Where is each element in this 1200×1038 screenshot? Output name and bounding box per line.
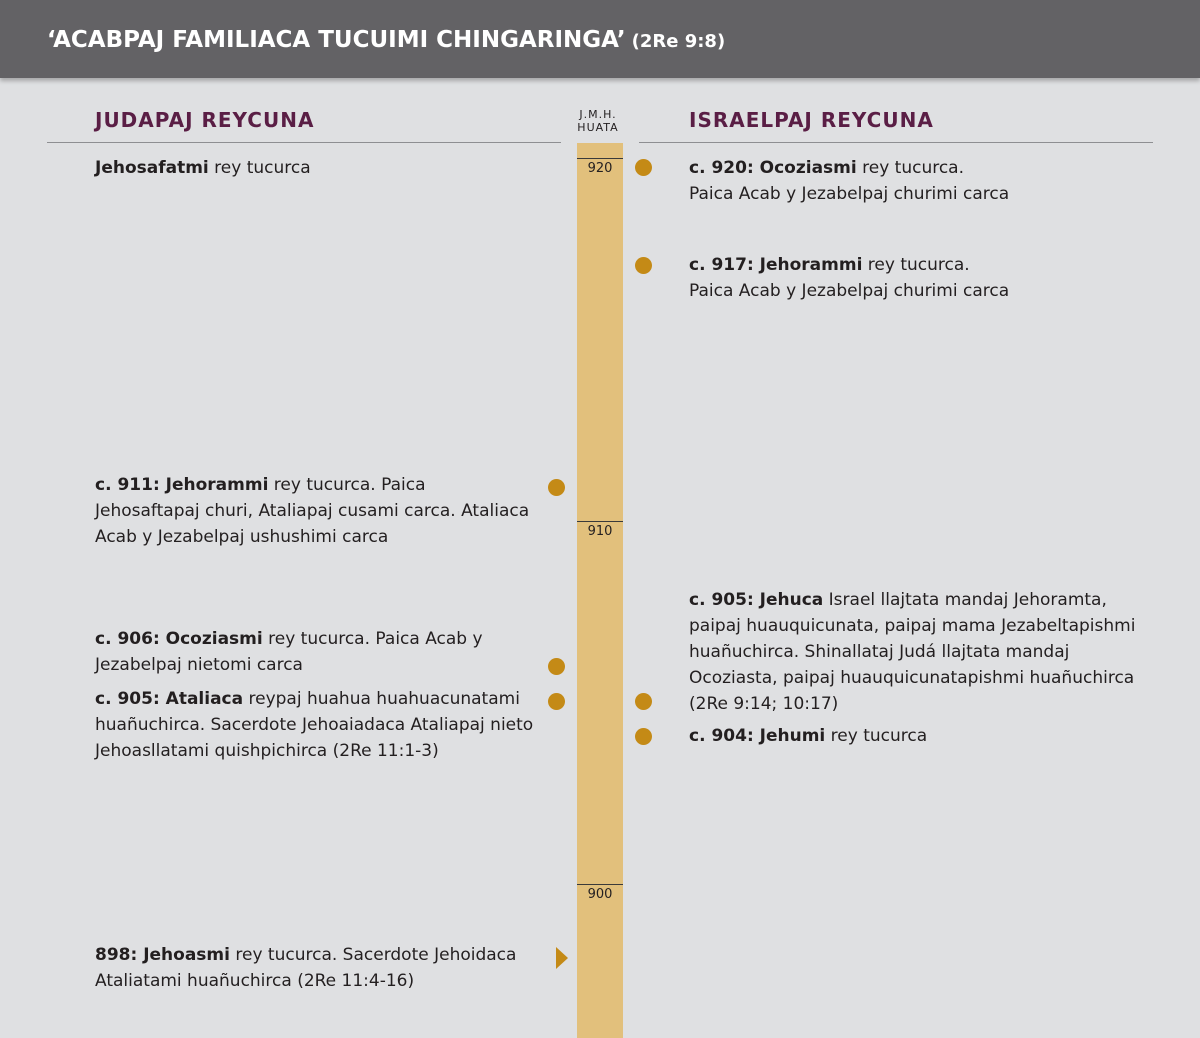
judah-event-marker-dot	[548, 658, 565, 675]
event-text: reypaj huahua huahuacunatami huañuchirca. Sacerdote Jehoaiadaca Ataliapaj nieto Jehoasllatami quishpichirca (2Re 11:1-3)	[95, 689, 534, 761]
event-date: c. 911:	[95, 475, 166, 495]
page-title	[47, 27, 725, 53]
axis-heading-line2: HUATA	[577, 121, 619, 134]
israel-event-marker-dot	[635, 728, 652, 745]
event-date: c. 904:	[689, 726, 760, 746]
title-text: ‘ACABPAJ FAMILIACA TUCUIMI CHINGARINGA’	[47, 27, 626, 53]
judah-event	[95, 626, 535, 678]
timeline-tick-label-900: 900	[587, 887, 613, 902]
event-text: rey tucurca. Paica Jehosaftapaj churi, Ataliapaj cusami carca. Ataliaca Acab y Jezabelpaj ushushimi carca	[95, 475, 530, 547]
israel-event-marker-dot	[635, 159, 652, 176]
event-date: c. 920:	[689, 158, 760, 178]
event-date: c. 917:	[689, 255, 760, 275]
event-king-name: Ataliaca	[165, 689, 244, 709]
israel-event	[689, 252, 1159, 304]
israel-heading-rule	[639, 142, 1153, 143]
event-text: rey tucurca	[208, 158, 311, 178]
event-king-name: Jehumi	[759, 726, 826, 746]
timeline-tick-920	[577, 158, 623, 159]
event-text-line2: Paica Acab y Jezabelpaj churimi carca	[689, 184, 1010, 204]
title-banner	[0, 0, 1200, 78]
event-king-name: Jehorammi	[165, 475, 269, 495]
event-text-line2: Paica Acab y Jezabelpaj churimi carca	[689, 281, 1010, 301]
event-date: c. 906:	[95, 629, 166, 649]
event-text: rey tucurca. Sacerdote Jehoidaca Ataliatami huañuchirca (2Re 11:4-16)	[95, 945, 517, 991]
event-king-name: Ocoziasmi	[759, 158, 857, 178]
event-text: Israel llajtata mandaj Jehoramta, paipaj huauquicunata, paipaj mama Jezabeltapishmi huañuchirca. Shinallataj Judá llajtata mandaj Ocoziasta, paipaj huauquicunatapishmi huañuchirca (2Re 9:14; 10:17)	[689, 590, 1136, 714]
timeline-bar	[577, 143, 623, 1038]
israel-column-heading: ISRAELPAJ REYCUNA	[689, 108, 934, 132]
judah-event	[95, 472, 535, 550]
judah-event	[95, 942, 535, 994]
judah-event-marker-arrow	[556, 947, 568, 969]
event-date: 898:	[95, 945, 144, 965]
event-king-name: Ocoziasmi	[165, 629, 263, 649]
axis-heading-line1: J.M.H.	[579, 108, 617, 121]
timeline-tick-910	[577, 521, 623, 522]
judah-heading-rule	[47, 142, 561, 143]
event-text: rey tucurca. Paica Acab y Jezabelpaj nietomi carca	[95, 629, 483, 675]
judah-event-marker-dot	[548, 479, 565, 496]
judah-event-marker-dot	[548, 693, 565, 710]
event-king-name: Jehuca	[759, 590, 824, 610]
event-text: rey tucurca.	[856, 158, 965, 178]
axis-heading	[566, 108, 630, 134]
event-date: c. 905:	[689, 590, 760, 610]
israel-event-marker-dot	[635, 257, 652, 274]
event-date: c. 905:	[95, 689, 166, 709]
israel-event	[689, 587, 1159, 717]
israel-event	[689, 155, 1159, 207]
event-king-name: Jehoasmi	[143, 945, 230, 965]
event-king-name: Jehorammi	[759, 255, 863, 275]
event-text: rey tucurca	[825, 726, 928, 746]
israel-event	[689, 723, 1159, 749]
timeline-tick-label-920: 920	[587, 161, 613, 176]
timeline-tick-label-910: 910	[587, 524, 613, 539]
title-reference: (2Re 9:8)	[631, 31, 726, 52]
israel-event-marker-dot	[635, 693, 652, 710]
event-text: rey tucurca.	[862, 255, 970, 275]
event-king-name: Jehosafatmi	[95, 158, 209, 178]
judah-event	[95, 155, 545, 181]
timeline-tick-900	[577, 884, 623, 885]
judah-event	[95, 686, 535, 764]
judah-column-heading: JUDAPAJ REYCUNA	[95, 108, 315, 132]
